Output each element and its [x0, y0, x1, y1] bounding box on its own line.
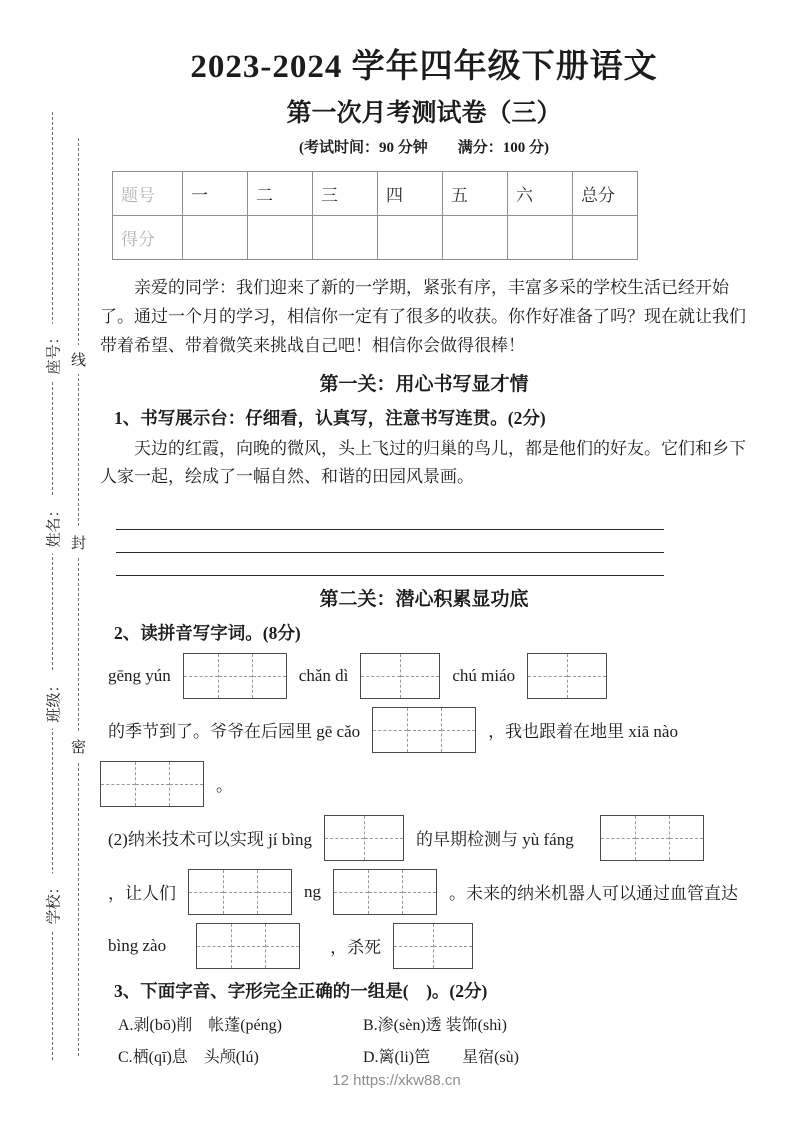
- score-input-cell[interactable]: [508, 216, 573, 260]
- writing-line[interactable]: [116, 553, 664, 576]
- option-a[interactable]: A.剥(bō)削 帐蓬(péng): [118, 1016, 282, 1034]
- q3-option-row-2: [100, 1044, 748, 1067]
- answer-box[interactable]: [527, 653, 607, 699]
- page-subtitle: 第一次月考测试卷（三）: [286, 100, 562, 127]
- q2-sentence-4: [100, 923, 748, 969]
- answer-box[interactable]: [393, 923, 473, 969]
- question2-text: 2、读拼音写字词。(8分): [114, 622, 301, 643]
- writing-line[interactable]: [116, 530, 664, 553]
- score-header-cell: 总分: [573, 172, 638, 216]
- score-table: [112, 171, 638, 260]
- answer-box[interactable]: [333, 869, 437, 915]
- sentence-text: ，让人们: [108, 884, 176, 904]
- score-header-cell: 二: [248, 172, 313, 216]
- option-b[interactable]: B.渗(sèn)透 装饰(shì): [363, 1016, 507, 1034]
- sentence-text: ng: [304, 881, 321, 901]
- page-title: 2023-2024 学年四年级下册语文: [190, 49, 658, 85]
- writing-lines: [116, 507, 664, 576]
- answer-box[interactable]: [372, 707, 476, 753]
- q2-sentence-3: [100, 869, 748, 915]
- seal-label-name: 姓名：: [43, 496, 64, 553]
- sentence-text: 。未来的纳米机器人可以通过血管直达: [449, 884, 738, 904]
- score-input-cell[interactable]: [183, 216, 248, 260]
- seal-label-school: 学校：: [43, 873, 64, 930]
- sentence-text: bìng zào: [108, 935, 167, 955]
- score-header-cell: 一: [183, 172, 248, 216]
- sentence-text: (2)纳米技术可以实现 jí bìng: [108, 830, 312, 850]
- q3-option-row-1: [100, 1012, 748, 1035]
- pinyin-label: chú miáo: [452, 665, 516, 685]
- answer-box[interactable]: [324, 815, 404, 861]
- answer-box[interactable]: [183, 653, 287, 699]
- writing-line[interactable]: [116, 507, 664, 530]
- question3-text: 3、下面字音、字形完全正确的一组是( )。(2分): [114, 980, 488, 1001]
- q2-sentence-2: [100, 815, 748, 861]
- answer-box[interactable]: [100, 761, 204, 807]
- seal-label-class: 班级：: [43, 671, 64, 728]
- score-header-cell: 三: [313, 172, 378, 216]
- score-input-cell[interactable]: [443, 216, 508, 260]
- seal-dashed-line-inner: [78, 138, 79, 1056]
- seal-char-mi: 密: [70, 732, 87, 761]
- answer-box[interactable]: [196, 923, 300, 969]
- pinyin-row-1: [100, 653, 748, 699]
- q2-sentence-1: [100, 707, 748, 753]
- footer-text: 12 https://xkw88.cn: [332, 1072, 461, 1089]
- score-input-cell[interactable]: [313, 216, 378, 260]
- option-d[interactable]: D.篱(li)笆 星宿(sù): [363, 1048, 519, 1066]
- question1-passage: 天边的红霞，向晚的微风，头上飞过的归巢的鸟儿，都是他们的好友。它们和乡下人家一起，绘成了一幅自然、和谐的田园风景画。: [100, 438, 746, 486]
- option-c[interactable]: C.栖(qī)息 头颅(lú): [118, 1048, 259, 1066]
- section1-heading: 第一关：用心书写显才情: [319, 373, 529, 395]
- score-header-cell: 五: [443, 172, 508, 216]
- seal-char-xian: 线: [70, 345, 87, 374]
- seal-char-feng: 封: [70, 528, 87, 557]
- score-input-cell[interactable]: [573, 216, 638, 260]
- answer-box[interactable]: [360, 653, 440, 699]
- score-input-cell[interactable]: [378, 216, 443, 260]
- score-header-cell: 四: [378, 172, 443, 216]
- score-header-cell: 六: [508, 172, 573, 216]
- sentence-text: ，杀死: [330, 938, 382, 958]
- exam-meta: (考试时间：90 分钟 满分：100 分): [299, 140, 549, 156]
- answer-box[interactable]: [600, 815, 704, 861]
- section2-heading: 第二关：潜心积累显功底: [319, 588, 529, 610]
- score-row-label: 得分: [113, 216, 183, 260]
- pinyin-label: chǎn dì: [298, 665, 349, 685]
- intro-paragraph: 亲爱的同学：我们迎来了新的一学期，紧张有序，丰富多采的学校生活已经开始了。通过一个月的学习，相信你一定有了很多的收获。你作好准备了吗？现在就让我们带着希望、带着微笑来挑战自己吧！相信你会做得很棒！: [100, 278, 746, 356]
- sentence-text: 的早期检测与 yù fáng: [416, 830, 574, 850]
- score-header-cell: 题号: [113, 172, 183, 216]
- sentence-text: 的季节到了。爷爷在后园里 gē cǎo: [108, 722, 361, 742]
- seal-label-seat: 座号：: [43, 323, 64, 380]
- pinyin-label: gēng yún: [108, 665, 171, 685]
- score-value-row: [113, 216, 638, 260]
- score-header-row: [113, 172, 638, 216]
- answer-box[interactable]: [188, 869, 292, 915]
- q2-sentence-1-cont: [100, 761, 748, 807]
- sentence-text: ，我也跟着在地里 xiā nào: [488, 722, 678, 742]
- score-input-cell[interactable]: [248, 216, 313, 260]
- sentence-text: 。: [216, 776, 233, 796]
- question1-text: 1、书写展示台：仔细看，认真写，注意书写连贯。(2分): [114, 407, 546, 428]
